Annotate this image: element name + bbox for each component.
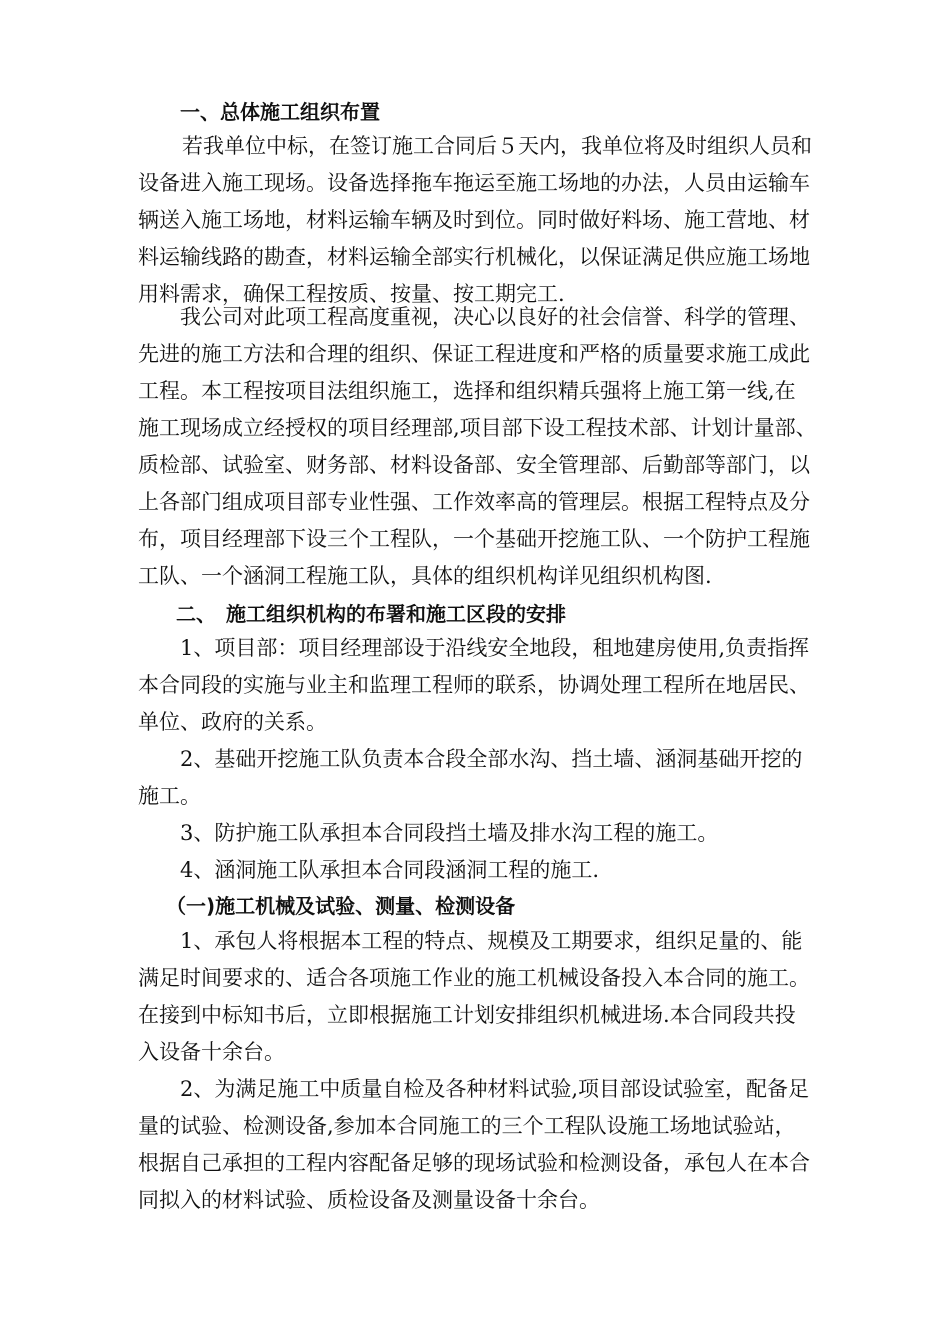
paragraph-line: 先进的施工方法和合理的组织、保证工程进度和严格的质量要求施工成此 (138, 342, 810, 366)
paragraph-line: 满足时间要求的、适合各项施工作业的施工机械设备投入本合同的施工。 (138, 966, 810, 990)
paragraph-line: 用料需求，确保工程按质、按量、按工期完工. (138, 282, 565, 306)
section-heading-1: 一、总体施工组织布置 (180, 100, 380, 124)
paragraph-line: 设备进入施工现场。设备选择拖车拖运至施工场地的办法，人员由运输车 (138, 171, 810, 195)
paragraph-line: 本合同段的实施与业主和监理工程师的联系，协调处理工程所在地居民、 (138, 673, 810, 697)
paragraph-line: 料运输线路的勘查，材料运输全部实行机械化，以保证满足供应施工场地 (138, 245, 810, 269)
paragraph-line: 4、涵洞施工队承担本合同段涵洞工程的施工. (180, 858, 600, 882)
paragraph-line: 工队、一个涵洞工程施工队，具体的组织机构详见组织机构图. (138, 564, 712, 588)
paragraph-line: 工程。本工程按项目法组织施工，选择和组织精兵强将上施工第一线,在 (138, 379, 796, 403)
paragraph-line: 施工。 (138, 784, 201, 808)
paragraph-line: 入设备十余台。 (138, 1040, 285, 1064)
paragraph-line: 2、基础开挖施工队负责本合段全部水沟、挡土墙、涵洞基础开挖的 (180, 747, 803, 771)
paragraph-line: 质检部、试验室、财务部、材料设备部、安全管理部、后勤部等部门，以 (138, 453, 810, 477)
paragraph-line: 根据自己承担的工程内容配备足够的现场试验和检测设备，承包人在本合 (138, 1151, 810, 1175)
paragraph-line: 2、为满足施工中质量自检及各种材料试验,项目部设试验室，配备足 (180, 1077, 810, 1101)
paragraph-line: 施工现场成立经授权的项目经理部,项目部下设工程技术部、计划计量部、 (138, 416, 817, 440)
subsection-heading: （一)施工机械及试验、测量、检测设备 (166, 894, 516, 918)
paragraph-line: 同拟入的材料试验、质检设备及测量设备十余台。 (138, 1188, 600, 1212)
paragraph-line: 在接到中标知书后，立即根据施工计划安排组织机械进场.本合同段共投 (138, 1003, 796, 1027)
paragraph-line: 量的试验、检测设备,参加本合同施工的三个工程队设施工场地试验站， (138, 1114, 796, 1138)
section-heading-2: 二、 施工组织机构的布署和施工区段的安排 (176, 602, 566, 626)
paragraph-line: 1、项目部：项目经理部设于沿线安全地段，租地建房使用,负责指挥 (180, 636, 810, 660)
paragraph-line: 布，项目经理部下设三个工程队，一个基础开挖施工队、一个防护工程施 (138, 527, 810, 551)
paragraph-line: 1、承包人将根据本工程的特点、规模及工期要求，组织足量的、能 (180, 929, 803, 953)
paragraph-line: 我公司对此项工程高度重视，决心以良好的社会信誉、科学的管理、 (180, 305, 810, 329)
paragraph-line: 3、防护施工队承担本合同段挡土墙及排水沟工程的施工。 (180, 821, 719, 845)
paragraph-line: 辆送入施工场地，材料运输车辆及时到位。同时做好料场、施工营地、材 (138, 208, 810, 232)
paragraph-line: 若我单位中标，在签订施工合同后５天内，我单位将及时组织人员和 (182, 134, 812, 158)
paragraph-line: 单位、政府的关系。 (138, 710, 327, 734)
paragraph-line: 上各部门组成项目部专业性强、工作效率高的管理层。根据工程特点及分 (138, 490, 810, 514)
